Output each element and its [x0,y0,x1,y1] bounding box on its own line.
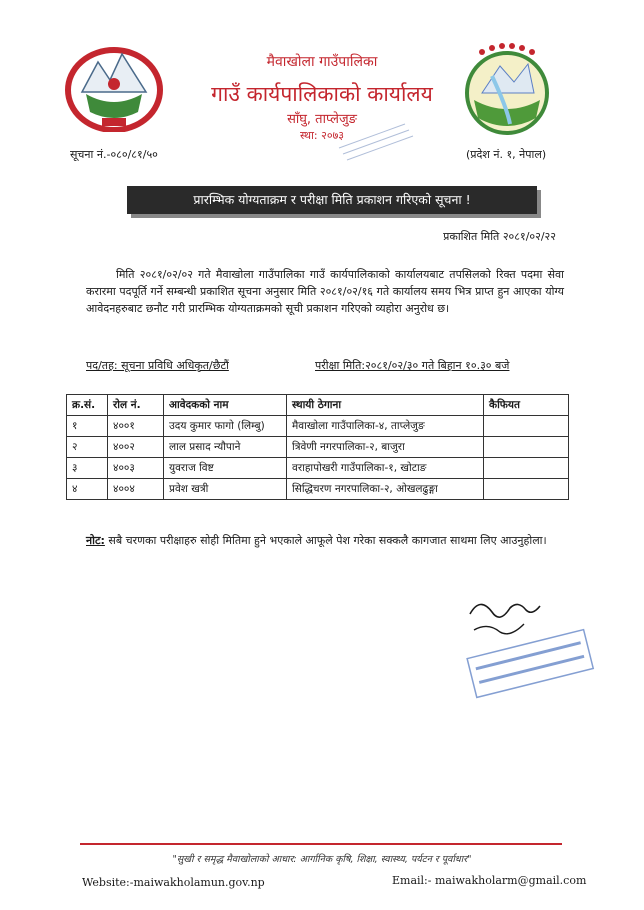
office-address: साँघु, ताप्लेजुङ [287,112,357,127]
cell-remarks [484,416,569,437]
notice-body: मिति २०८१/०२/०२ गते मैवाखोला गाउँपालिका गाउँ कार्यपालिकाको कार्यालयबाट तपसिलको रिक्त पदमा सेवा करारमा पदपूर्ति गर्ने सम्बन्धी प्रकाशित सूचना अनुसार मिति २०८१/०२/१६ गते कार्यालय समय भित्र प्राप्त हुन आएका योग्य आवेदनहरुबाट छनौट गरी प्रारम्भिक योग्यताक्रमको सूची प्रकाशन गरिएको व्यहोरा अनुरोध छ। [86,268,564,315]
notice-banner: प्रारम्भिक योग्यताक्रम र परीक्षा मिति प्रकाशन गरिएको सूचना ! [127,186,537,214]
col-serial: क्र.सं. [67,395,108,416]
table-row [67,458,569,479]
footer-email: Email:- maiwakholarm@gmail.com [392,874,587,887]
office-title: गाउँ कार्यपालिकाको कार्यालय [211,82,433,106]
col-address: स्थायी ठेगाना [287,395,484,416]
cell-name: युवराज विष्ट [164,458,287,479]
cell-serial: ३ [67,458,108,479]
note-label: नोट: [86,534,105,547]
cell-name: लाल प्रसाद न्यौपाने [164,437,287,458]
col-remarks: कैफियत [484,395,569,416]
signature-stamp-icon [440,594,600,704]
table-row [67,479,569,500]
cell-roll: ४००३ [108,458,164,479]
applicants-table [66,394,569,500]
footer-slogan: "सुखी र समृद्ध मैवाखोलाको आधार: आर्गानिक कृषि, शिक्षा, स्वास्थ्य, पर्यटन र पूर्वाधार" [172,854,472,865]
cell-name: प्रवेश खत्री [164,479,287,500]
cell-remarks [484,437,569,458]
note-text: सबै चरणका परीक्षाहरु सोही मितिमा हुने भएकाले आफूले पेश गरेका सक्कलै कागजात साथमा लिए आउनुहोला। [104,534,547,547]
table-row [67,416,569,437]
cell-remarks [484,479,569,500]
cell-address: मैवाखोला गाउँपालिका-४, ताप्लेजुङ [287,416,484,437]
cell-roll: ४००२ [108,437,164,458]
cell-name: उदय कुमार फागो (लिम्बु) [164,416,287,437]
footer-divider [80,843,562,845]
cell-roll: ४००४ [108,479,164,500]
exam-date: परीक्षा मिति:२०८१/०२/३० गते बिहान १०.३० बजे [315,359,510,372]
cell-serial: २ [67,437,108,458]
table-header-row [67,395,569,416]
post-label: पद/तह: सूचना प्रविधि अधिकृत/छैटौं [86,359,229,372]
province-label: (प्रदेश नं. १, नेपाल) [466,148,547,161]
footer-website: Website:-maiwakholamun.gov.np [82,876,265,889]
cell-address: वराहापोखरी गाउँपालिका-१, खोटाङ [287,458,484,479]
cell-address: त्रिवेणी नगरपालिका-२, बाजुरा [287,437,484,458]
cell-remarks [484,458,569,479]
cell-address: सिद्धिचरण नगरपालिका-२, ओखलढुङ्गा [287,479,484,500]
cell-serial: १ [67,416,108,437]
office-name: मैवाखोला गाउँपालिका [266,54,378,70]
published-date: प्रकाशित मिति २०८१/०२/२२ [443,230,556,243]
col-roll: रोल नं. [108,395,164,416]
notice-number: सूचना नं.-०८०/८१/५० [70,148,158,161]
cell-roll: ४००१ [108,416,164,437]
office-established: स्था: २०७३ [299,129,345,142]
note [86,530,564,552]
col-name: आवेदकको नाम [164,395,287,416]
cell-serial: ४ [67,479,108,500]
stamp-icon [335,118,415,162]
table-row [67,437,569,458]
